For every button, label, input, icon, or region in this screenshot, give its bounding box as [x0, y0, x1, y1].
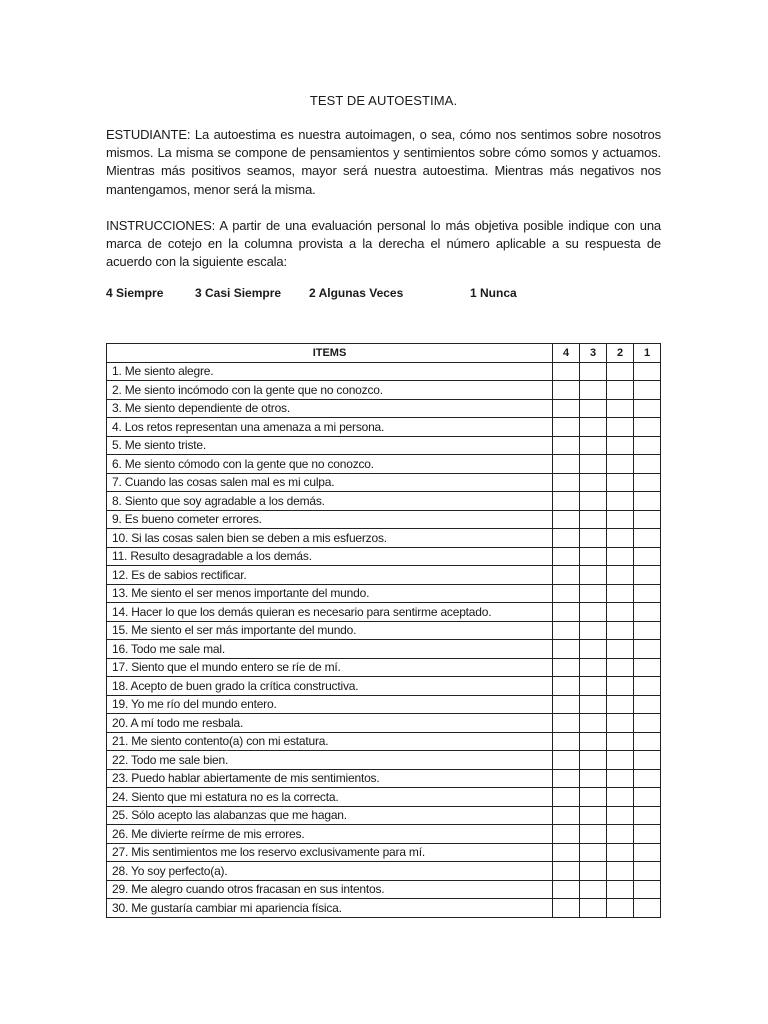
answer-cell-1[interactable] [634, 381, 661, 400]
table-row [107, 788, 661, 807]
student-paragraph: ESTUDIANTE: La autoestima es nuestra autoimagen, o sea, cómo nos sentimos sobre nosotros mismos. La misma se compone de pensamientos y sentimientos sobre cómo somos y actuamos. Mientras más positivos seamos, mayor será nuestra autoestima. Mientras más negativos nos mantengamos, menor será la misma. [106, 127, 661, 197]
answer-cell-1[interactable] [634, 621, 661, 640]
answer-cell-2[interactable] [607, 640, 634, 659]
answer-cell-4[interactable] [553, 455, 580, 474]
item-text: 16. Todo me sale mal. [107, 640, 553, 659]
answer-cell-3[interactable] [580, 658, 607, 677]
answer-cell-1[interactable] [634, 603, 661, 622]
header-4: 4 [553, 344, 580, 363]
answer-cell-4[interactable] [553, 529, 580, 548]
answer-cell-2[interactable] [607, 473, 634, 492]
answer-cell-1[interactable] [634, 899, 661, 918]
item-text: 28. Yo soy perfecto(a). [107, 862, 553, 881]
answer-cell-1[interactable] [634, 473, 661, 492]
answer-cell-2[interactable] [607, 806, 634, 825]
answer-cell-4[interactable] [553, 547, 580, 566]
answer-cell-4[interactable] [553, 381, 580, 400]
item-text: 7. Cuando las cosas salen mal es mi culpa. [107, 473, 553, 492]
answer-cell-1[interactable] [634, 732, 661, 751]
table-row [107, 732, 661, 751]
answer-cell-3[interactable] [580, 455, 607, 474]
item-text: 5. Me siento triste. [107, 436, 553, 455]
answer-cell-4[interactable] [553, 843, 580, 862]
answer-cell-1[interactable] [634, 362, 661, 381]
answer-cell-3[interactable] [580, 473, 607, 492]
answer-cell-4[interactable] [553, 714, 580, 733]
item-text: 11. Resulto desagradable a los demás. [107, 547, 553, 566]
table-row [107, 695, 661, 714]
table-row [107, 640, 661, 659]
answer-cell-2[interactable] [607, 584, 634, 603]
item-text: 18. Acepto de buen grado la crítica constructiva. [107, 677, 553, 696]
header-items: ITEMS [107, 344, 553, 363]
header-2: 2 [607, 344, 634, 363]
answer-cell-2[interactable] [607, 843, 634, 862]
table-row [107, 566, 661, 585]
answer-cell-3[interactable] [580, 825, 607, 844]
table-row [107, 381, 661, 400]
answer-cell-1[interactable] [634, 492, 661, 511]
answer-cell-3[interactable] [580, 418, 607, 437]
answer-cell-3[interactable] [580, 492, 607, 511]
answer-cell-3[interactable] [580, 640, 607, 659]
header-3: 3 [580, 344, 607, 363]
answer-cell-1[interactable] [634, 788, 661, 807]
item-text: 3. Me siento dependiente de otros. [107, 399, 553, 418]
item-text: 1. Me siento alegre. [107, 362, 553, 381]
instructions-paragraph: INSTRUCCIONES: A partir de una evaluación personal lo más objetiva posible indique con una marca de cotejo en la columna provista a la derecha el número aplicable a su respuesta de acuerdo con la siguiente escala: [106, 218, 661, 270]
item-text: 29. Me alegro cuando otros fracasan en sus intentos. [107, 880, 553, 899]
answer-cell-3[interactable] [580, 862, 607, 881]
table-row [107, 714, 661, 733]
item-text: 30. Me gustaría cambiar mi apariencia física. [107, 899, 553, 918]
answer-cell-1[interactable] [634, 695, 661, 714]
table-row [107, 529, 661, 548]
item-text: 25. Sólo acepto las alabanzas que me hagan. [107, 806, 553, 825]
answer-cell-3[interactable] [580, 751, 607, 770]
item-text: 14. Hacer lo que los demás quieran es necesario para sentirme aceptado. [107, 603, 553, 622]
answer-cell-1[interactable] [634, 547, 661, 566]
answer-cell-1[interactable] [634, 677, 661, 696]
answer-cell-1[interactable] [634, 455, 661, 474]
answer-cell-2[interactable] [607, 547, 634, 566]
answer-cell-1[interactable] [634, 880, 661, 899]
item-text: 24. Siento que mi estatura no es la correcta. [107, 788, 553, 807]
answer-cell-1[interactable] [634, 584, 661, 603]
answer-cell-3[interactable] [580, 547, 607, 566]
answer-cell-3[interactable] [580, 899, 607, 918]
item-text: 8. Siento que soy agradable a los demás. [107, 492, 553, 511]
answer-cell-3[interactable] [580, 732, 607, 751]
answer-cell-2[interactable] [607, 658, 634, 677]
answer-cell-2[interactable] [607, 714, 634, 733]
answer-cell-1[interactable] [634, 769, 661, 788]
answer-cell-1[interactable] [634, 510, 661, 529]
answer-cell-1[interactable] [634, 566, 661, 585]
item-text: 4. Los retos representan una amenaza a mi persona. [107, 418, 553, 437]
answer-cell-4[interactable] [553, 584, 580, 603]
answer-cell-3[interactable] [580, 695, 607, 714]
item-text: 19. Yo me río del mundo entero. [107, 695, 553, 714]
answer-cell-4[interactable] [553, 640, 580, 659]
answer-cell-1[interactable] [634, 751, 661, 770]
answer-cell-4[interactable] [553, 621, 580, 640]
answer-cell-4[interactable] [553, 566, 580, 585]
table-row [107, 806, 661, 825]
answer-cell-3[interactable] [580, 436, 607, 455]
answer-cell-3[interactable] [580, 529, 607, 548]
table-row [107, 399, 661, 418]
answer-cell-4[interactable] [553, 862, 580, 881]
table-row [107, 473, 661, 492]
answer-cell-4[interactable] [553, 603, 580, 622]
scale-almost-always: 3 Casi Siempre [195, 286, 282, 300]
answer-cell-2[interactable] [607, 381, 634, 400]
document-title: TEST DE AUTOESTIMA. [309, 93, 458, 108]
table-row [107, 621, 661, 640]
answer-cell-4[interactable] [553, 677, 580, 696]
item-text: 17. Siento que el mundo entero se ríe de mí. [107, 658, 553, 677]
table-row [107, 455, 661, 474]
answer-cell-3[interactable] [580, 769, 607, 788]
answer-cell-2[interactable] [607, 695, 634, 714]
answer-cell-2[interactable] [607, 455, 634, 474]
item-text: 27. Mis sentimientos me los reservo exclusivamente para mí. [107, 843, 553, 862]
item-text: 13. Me siento el ser menos importante del mundo. [107, 584, 553, 603]
answer-cell-1[interactable] [634, 399, 661, 418]
answer-cell-1[interactable] [634, 529, 661, 548]
item-text: 22. Todo me sale bien. [107, 751, 553, 770]
answer-cell-2[interactable] [607, 362, 634, 381]
answer-cell-4[interactable] [553, 418, 580, 437]
table-row [107, 547, 661, 566]
answer-cell-2[interactable] [607, 732, 634, 751]
table-row [107, 418, 661, 437]
answer-cell-2[interactable] [607, 492, 634, 511]
header-1: 1 [634, 344, 661, 363]
table-row [107, 751, 661, 770]
answer-cell-2[interactable] [607, 436, 634, 455]
item-text: 6. Me siento cómodo con la gente que no conozco. [107, 455, 553, 474]
answer-cell-4[interactable] [553, 788, 580, 807]
answer-cell-4[interactable] [553, 695, 580, 714]
answer-cell-3[interactable] [580, 788, 607, 807]
answer-cell-3[interactable] [580, 880, 607, 899]
answer-cell-3[interactable] [580, 806, 607, 825]
item-text: 10. Si las cosas salen bien se deben a mis esfuerzos. [107, 529, 553, 548]
answer-cell-1[interactable] [634, 436, 661, 455]
scale-always: 4 Siempre [106, 286, 164, 300]
answer-cell-3[interactable] [580, 362, 607, 381]
answer-cell-3[interactable] [580, 603, 607, 622]
answer-cell-1[interactable] [634, 418, 661, 437]
answer-cell-4[interactable] [553, 732, 580, 751]
answer-cell-3[interactable] [580, 843, 607, 862]
answer-cell-4[interactable] [553, 880, 580, 899]
table-row [107, 862, 661, 881]
table-row [107, 492, 661, 511]
answer-cell-4[interactable] [553, 769, 580, 788]
table-row [107, 769, 661, 788]
answer-cell-2[interactable] [607, 769, 634, 788]
items-table-body [107, 362, 661, 917]
item-text: 23. Puedo hablar abiertamente de mis sentimientos. [107, 769, 553, 788]
item-text: 9. Es bueno cometer errores. [107, 510, 553, 529]
table-row [107, 843, 661, 862]
rating-scale [106, 286, 661, 302]
item-text: 26. Me divierte reírme de mis errores. [107, 825, 553, 844]
table-row [107, 362, 661, 381]
answer-cell-3[interactable] [580, 677, 607, 696]
answer-cell-1[interactable] [634, 806, 661, 825]
answer-cell-2[interactable] [607, 399, 634, 418]
item-text: 2. Me siento incómodo con la gente que no conozco. [107, 381, 553, 400]
answer-cell-2[interactable] [607, 677, 634, 696]
scale-never: 1 Nunca [470, 286, 517, 300]
answer-cell-3[interactable] [580, 566, 607, 585]
table-row [107, 584, 661, 603]
answer-cell-4[interactable] [553, 492, 580, 511]
answer-cell-2[interactable] [607, 566, 634, 585]
answer-cell-2[interactable] [607, 418, 634, 437]
answer-cell-2[interactable] [607, 862, 634, 881]
table-row [107, 436, 661, 455]
answer-cell-3[interactable] [580, 381, 607, 400]
answer-cell-2[interactable] [607, 880, 634, 899]
table-row [107, 677, 661, 696]
answer-cell-3[interactable] [580, 714, 607, 733]
answer-cell-1[interactable] [634, 843, 661, 862]
answer-cell-2[interactable] [607, 825, 634, 844]
answer-cell-3[interactable] [580, 584, 607, 603]
item-text: 21. Me siento contento(a) con mi estatura. [107, 732, 553, 751]
scale-sometimes: 2 Algunas Veces [309, 286, 404, 300]
answer-cell-1[interactable] [634, 825, 661, 844]
answer-cell-4[interactable] [553, 362, 580, 381]
answer-cell-2[interactable] [607, 603, 634, 622]
answer-cell-2[interactable] [607, 529, 634, 548]
answer-cell-1[interactable] [634, 714, 661, 733]
item-text: 15. Me siento el ser más importante del mundo. [107, 621, 553, 640]
answer-cell-2[interactable] [607, 510, 634, 529]
answer-cell-3[interactable] [580, 621, 607, 640]
answer-cell-1[interactable] [634, 862, 661, 881]
answer-cell-4[interactable] [553, 436, 580, 455]
answer-cell-4[interactable] [553, 510, 580, 529]
answer-cell-4[interactable] [553, 473, 580, 492]
items-table [106, 343, 661, 918]
table-row [107, 658, 661, 677]
table-row [107, 825, 661, 844]
answer-cell-4[interactable] [553, 899, 580, 918]
answer-cell-4[interactable] [553, 825, 580, 844]
item-text: 20. A mí todo me resbala. [107, 714, 553, 733]
answer-cell-2[interactable] [607, 621, 634, 640]
answer-cell-4[interactable] [553, 399, 580, 418]
answer-cell-2[interactable] [607, 751, 634, 770]
table-row [107, 899, 661, 918]
answer-cell-4[interactable] [553, 806, 580, 825]
table-row [107, 510, 661, 529]
answer-cell-1[interactable] [634, 640, 661, 659]
answer-cell-2[interactable] [607, 899, 634, 918]
item-text: 12. Es de sabios rectificar. [107, 566, 553, 585]
table-row [107, 880, 661, 899]
answer-cell-4[interactable] [553, 751, 580, 770]
answer-cell-2[interactable] [607, 788, 634, 807]
answer-cell-1[interactable] [634, 658, 661, 677]
answer-cell-3[interactable] [580, 399, 607, 418]
answer-cell-3[interactable] [580, 510, 607, 529]
table-header-row [107, 344, 661, 363]
table-row [107, 603, 661, 622]
answer-cell-4[interactable] [553, 658, 580, 677]
